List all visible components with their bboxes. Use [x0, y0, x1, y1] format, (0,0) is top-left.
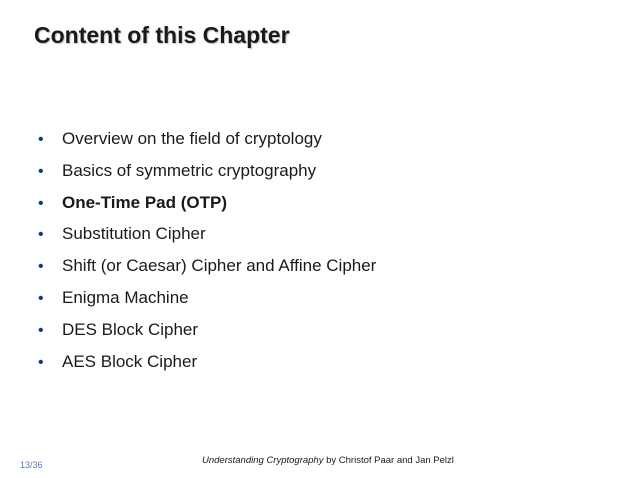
list-item	[38, 161, 376, 193]
bullet-icon: •	[38, 258, 44, 276]
bullet-icon: •	[38, 321, 44, 339]
list-item	[38, 352, 376, 384]
list-item	[38, 224, 376, 256]
bullet-icon: •	[38, 226, 44, 244]
authors-text: by Christof Paar and Jan Pelzl	[323, 455, 454, 466]
bullet-icon: •	[38, 289, 44, 307]
list-item-text: Substitution Cipher	[62, 224, 206, 244]
list-item	[38, 320, 376, 352]
bullet-icon: •	[38, 194, 44, 212]
list-item-text: DES Block Cipher	[62, 319, 199, 339]
list-item-highlighted	[38, 193, 376, 225]
list-item-text: Basics of symmetric cryptography	[62, 160, 317, 180]
book-title: Understanding Cryptography	[202, 455, 324, 466]
page-number: 13/36	[20, 460, 43, 470]
list-item	[38, 288, 376, 320]
list-item-text: AES Block Cipher	[62, 351, 198, 371]
bullet-icon: •	[38, 162, 44, 180]
list-item-text: One-Time Pad (OTP)	[62, 192, 227, 212]
slide-title: Content of this Chapter	[34, 22, 290, 48]
list-item	[38, 256, 376, 288]
list-item-text: Enigma Machine	[62, 287, 189, 307]
bullet-icon: •	[38, 353, 44, 371]
footer-credit	[202, 455, 454, 466]
list-item-text: Shift (or Caesar) Cipher and Affine Cipher	[62, 256, 377, 276]
list-item-text: Overview on the field of cryptology	[62, 129, 322, 148]
bullet-list	[38, 129, 376, 383]
bullet-icon: •	[38, 131, 44, 148]
list-item	[38, 129, 376, 161]
